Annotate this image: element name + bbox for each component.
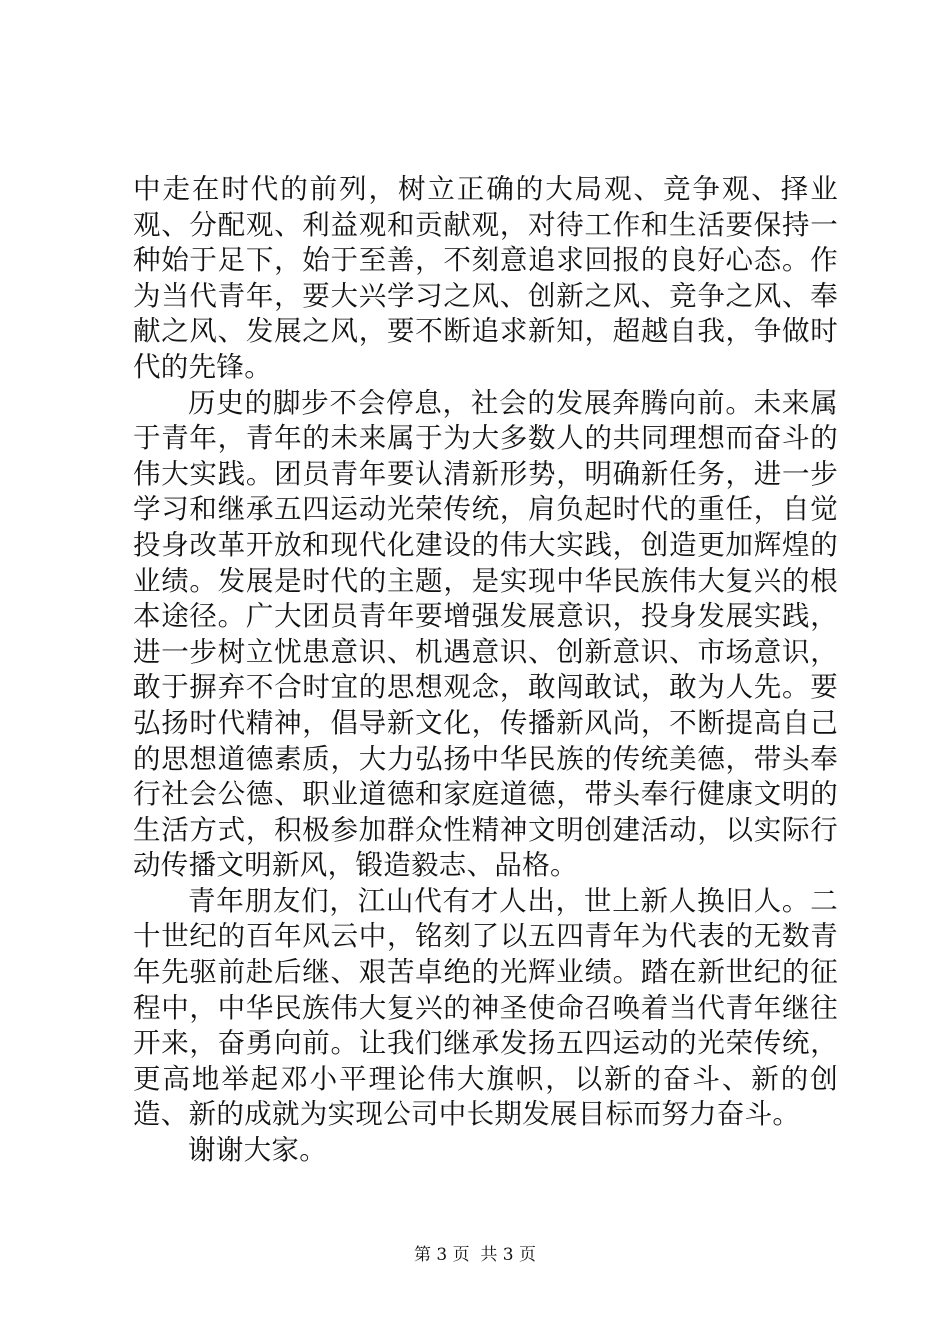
page-number-label: 第 3 页 共 3 页: [413, 1245, 537, 1265]
paragraph-1: 中走在时代的前列，树立正确的大局观、竞争观、择业观、分配观、利益观和贡献观，对待工作和生活要保持一种始于足下，始于至善，不刻意追求回报的良好心态。作为当代青年，要大兴学习之风、创新之风、竞争之风、奉献之风、发展之风，要不断追求新知，超越自我，争做时代的先锋。: [133, 173, 838, 383]
document-body: [133, 172, 838, 1169]
page-footer: [0, 1244, 950, 1266]
paragraph-3: 青年朋友们，江山代有才人出，世上新人换旧人。二十世纪的百年风云中，铭刻了以五四青年为代表的无数青年先驱前赴后继、艰苦卓绝的光辉业绩。踏在新世纪的征程中，中华民族伟大复兴的神圣使命召唤着当代青年继往开来，奋勇向前。让我们继承发扬五四运动的光荣传统，更高地举起邓小平理论伟大旗帜，以新的奋斗、新的创造、新的成就为实现公司中长期发展目标而努力奋斗。: [133, 884, 838, 1131]
paragraph-2: 历史的脚步不会停息，社会的发展奔腾向前。未来属于青年，青年的未来属于为大多数人的共同理想而奋斗的伟大实践。团员青年要认清新形势，明确新任务，进一步学习和继承五四运动光荣传统，肩负起时代的重任，自觉投身改革开放和现代化建设的伟大实践，创造更加辉煌的业绩。发展是时代的主题，是实现中华民族伟大复兴的根本途径。广大团员青年要增强发展意识，投身发展实践，进一步树立忧患意识、机遇意识、创新意识、市场意识，敢于摒弃不合时宜的思想观念，敢闯敢试，敢为人先。要弘扬时代精神，倡导新文化，传播新风尚，不断提高自己的思想道德素质，大力弘扬中华民族的传统美德，带头奉行社会公德、职业道德和家庭道德，带头奉行健康文明的生活方式，积极参加群众性精神文明创建活动，以实际行动传播文明新风，锻造毅志、品格。: [133, 386, 838, 882]
paragraph-4: 谢谢大家。: [188, 1134, 327, 1167]
